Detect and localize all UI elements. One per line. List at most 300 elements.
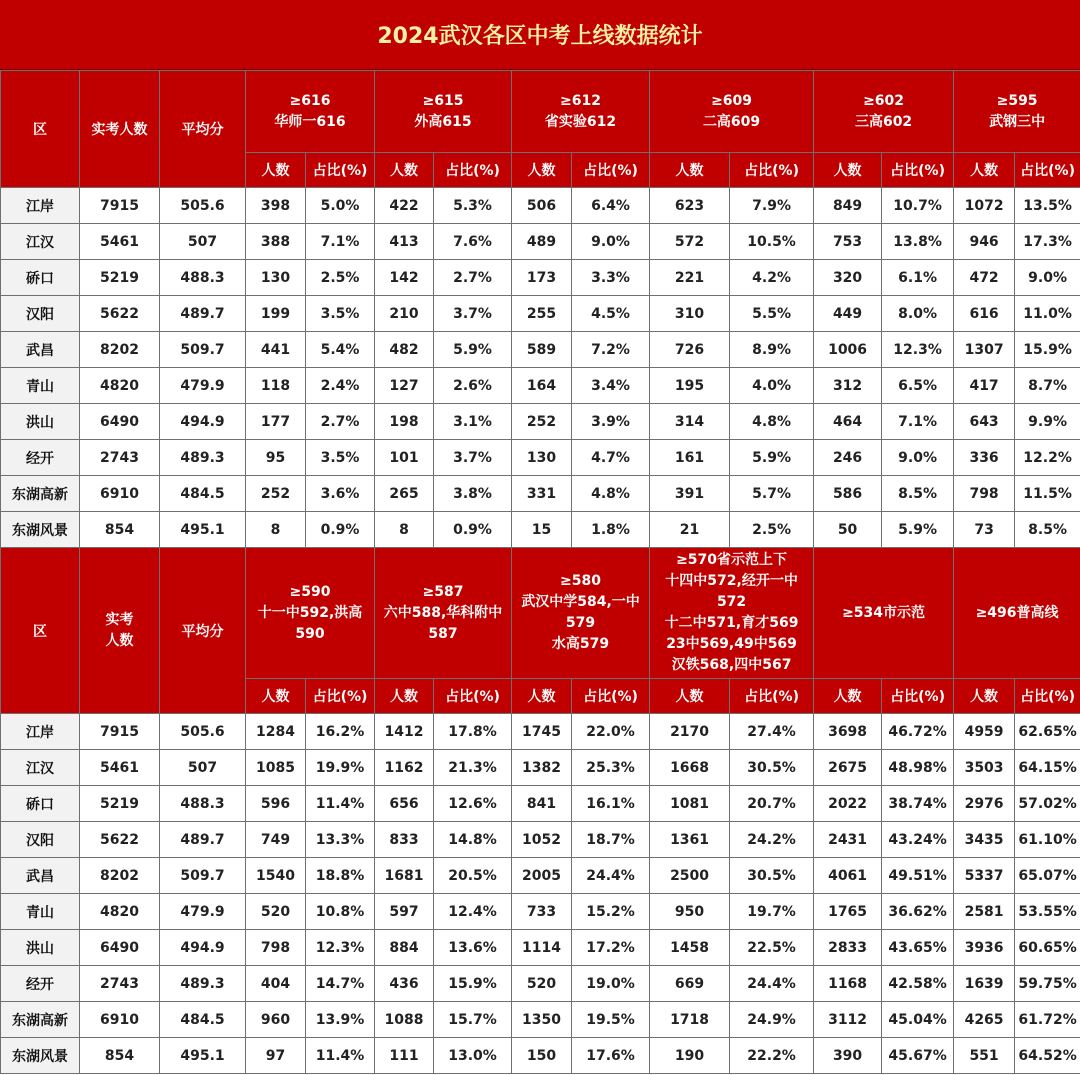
percent-cell: 8.7% (1015, 368, 1080, 404)
table-row (1, 260, 1080, 296)
count-cell: 1052 (512, 822, 572, 858)
percent-cell: 2.5% (306, 260, 375, 296)
percent-cell: 15.9% (1015, 332, 1080, 368)
percent-cell: 43.24% (882, 822, 954, 858)
takers-cell: 6910 (80, 476, 160, 512)
percent-cell: 5.9% (434, 332, 512, 368)
district-cell: 汉阳 (1, 296, 80, 332)
count-cell: 506 (512, 188, 572, 224)
percent-cell: 61.10% (1015, 822, 1080, 858)
page-title: 2024武汉各区中考上线数据统计 (0, 0, 1080, 70)
percent-cell: 3.7% (434, 296, 512, 332)
percent-cell: 12.3% (882, 332, 954, 368)
count-cell: 252 (246, 476, 306, 512)
count-cell: 130 (246, 260, 306, 296)
percent-cell: 45.04% (882, 1002, 954, 1038)
percent-cell: 18.7% (572, 822, 650, 858)
percent-cell: 24.9% (730, 1002, 814, 1038)
percent-cell: 11.0% (1015, 296, 1080, 332)
count-cell: 21 (650, 512, 730, 548)
count-cell: 2170 (650, 714, 730, 750)
average-score-cell: 489.7 (160, 822, 246, 858)
count-cell: 1168 (814, 966, 882, 1002)
percent-cell: 3.7% (434, 440, 512, 476)
percent-cell: 4.5% (572, 296, 650, 332)
group-header: ≥590 十一中592,洪高 590 (246, 548, 375, 679)
average-score-cell: 509.7 (160, 858, 246, 894)
count-cell: 8 (375, 512, 434, 548)
count-subheader: 人数 (512, 153, 572, 188)
percent-cell: 2.7% (306, 404, 375, 440)
percent-cell: 27.4% (730, 714, 814, 750)
group-header: ≥570省示范上下 十四中572,经开一中 572 十二中571,育才569 23中569,49中569 汉铁568,四中567 (650, 548, 814, 679)
table-row (1, 296, 1080, 332)
count-cell: 404 (246, 966, 306, 1002)
district-cell: 东湖高新 (1, 476, 80, 512)
takers-cell: 854 (80, 512, 160, 548)
percent-cell: 45.67% (882, 1038, 954, 1074)
percent-cell: 17.2% (572, 930, 650, 966)
percent-cell: 4.8% (730, 404, 814, 440)
table-body (1, 188, 1080, 548)
percent-cell: 6.5% (882, 368, 954, 404)
count-cell: 798 (954, 476, 1015, 512)
district-cell: 硚口 (1, 786, 80, 822)
average-score-cell: 479.9 (160, 368, 246, 404)
percent-cell: 8.5% (882, 476, 954, 512)
percent-cell: 49.51% (882, 858, 954, 894)
count-subheader: 人数 (954, 679, 1015, 714)
average-score-cell: 488.3 (160, 786, 246, 822)
count-subheader: 人数 (375, 679, 434, 714)
count-cell: 1307 (954, 332, 1015, 368)
percent-cell: 13.0% (434, 1038, 512, 1074)
percent-cell: 3.5% (306, 440, 375, 476)
takers-header: 实考人数 (80, 71, 160, 188)
group-header: ≥616 华师一616 (246, 71, 375, 153)
count-cell: 884 (375, 930, 434, 966)
count-cell: 50 (814, 512, 882, 548)
count-cell: 210 (375, 296, 434, 332)
count-cell: 1284 (246, 714, 306, 750)
district-cell: 洪山 (1, 930, 80, 966)
count-cell: 1668 (650, 750, 730, 786)
count-cell: 101 (375, 440, 434, 476)
percent-cell: 11.5% (1015, 476, 1080, 512)
count-cell: 436 (375, 966, 434, 1002)
district-cell: 青山 (1, 368, 80, 404)
count-cell: 643 (954, 404, 1015, 440)
percent-cell: 62.65% (1015, 714, 1080, 750)
takers-cell: 4820 (80, 368, 160, 404)
district-cell: 经开 (1, 966, 80, 1002)
count-cell: 195 (650, 368, 730, 404)
count-cell: 142 (375, 260, 434, 296)
average-score-cell: 494.9 (160, 930, 246, 966)
percent-cell: 15.7% (434, 1002, 512, 1038)
count-cell: 656 (375, 786, 434, 822)
count-cell: 118 (246, 368, 306, 404)
count-cell: 390 (814, 1038, 882, 1074)
group-header: ≥595 武钢三中 (954, 71, 1080, 153)
percent-cell: 59.75% (1015, 966, 1080, 1002)
average-score-cell: 495.1 (160, 512, 246, 548)
count-cell: 2431 (814, 822, 882, 858)
count-cell: 199 (246, 296, 306, 332)
percent-cell: 8.0% (882, 296, 954, 332)
count-cell: 312 (814, 368, 882, 404)
percent-subheader: 占比(%) (882, 679, 954, 714)
count-cell: 314 (650, 404, 730, 440)
table-row (1, 512, 1080, 548)
count-cell: 4959 (954, 714, 1015, 750)
count-cell: 572 (650, 224, 730, 260)
count-cell: 798 (246, 930, 306, 966)
count-subheader: 人数 (375, 153, 434, 188)
percent-cell: 24.2% (730, 822, 814, 858)
percent-subheader: 占比(%) (730, 679, 814, 714)
percent-cell: 60.65% (1015, 930, 1080, 966)
count-cell: 4265 (954, 1002, 1015, 1038)
group-header: ≥615 外高615 (375, 71, 512, 153)
percent-cell: 12.3% (306, 930, 375, 966)
percent-cell: 2.7% (434, 260, 512, 296)
count-cell: 1765 (814, 894, 882, 930)
percent-cell: 20.7% (730, 786, 814, 822)
percent-cell: 16.1% (572, 786, 650, 822)
count-subheader: 人数 (814, 153, 882, 188)
group-header: ≥587 六中588,华科附中 587 (375, 548, 512, 679)
percent-cell: 17.3% (1015, 224, 1080, 260)
count-cell: 73 (954, 512, 1015, 548)
percent-cell: 64.52% (1015, 1038, 1080, 1074)
district-cell: 东湖风景 (1, 1038, 80, 1074)
count-cell: 3112 (814, 1002, 882, 1038)
group-header: ≥609 二高609 (650, 71, 814, 153)
table-row (1, 966, 1080, 1002)
percent-cell: 20.5% (434, 858, 512, 894)
count-cell: 417 (954, 368, 1015, 404)
table-row (1, 1002, 1080, 1038)
count-cell: 2833 (814, 930, 882, 966)
percent-cell: 10.5% (730, 224, 814, 260)
percent-cell: 8.9% (730, 332, 814, 368)
district-header: 区 (1, 71, 80, 188)
percent-cell: 11.4% (306, 1038, 375, 1074)
takers-cell: 7915 (80, 714, 160, 750)
count-cell: 3936 (954, 930, 1015, 966)
percent-cell: 14.8% (434, 822, 512, 858)
count-cell: 1006 (814, 332, 882, 368)
group-header: ≥580 武汉中学584,一中 579 水高579 (512, 548, 650, 679)
count-cell: 1382 (512, 750, 572, 786)
percent-cell: 12.4% (434, 894, 512, 930)
count-cell: 1745 (512, 714, 572, 750)
percent-cell: 57.02% (1015, 786, 1080, 822)
count-cell: 391 (650, 476, 730, 512)
count-cell: 331 (512, 476, 572, 512)
average-score-cell: 507 (160, 224, 246, 260)
takers-cell: 5461 (80, 750, 160, 786)
percent-cell: 46.72% (882, 714, 954, 750)
count-cell: 221 (650, 260, 730, 296)
count-cell: 3435 (954, 822, 1015, 858)
percent-cell: 5.9% (882, 512, 954, 548)
average-score-cell: 489.7 (160, 296, 246, 332)
percent-cell: 2.5% (730, 512, 814, 548)
district-header: 区 (1, 548, 80, 714)
average-score-cell: 484.5 (160, 476, 246, 512)
percent-cell: 7.1% (306, 224, 375, 260)
count-cell: 255 (512, 296, 572, 332)
count-cell: 472 (954, 260, 1015, 296)
percent-cell: 36.62% (882, 894, 954, 930)
count-cell: 841 (512, 786, 572, 822)
percent-subheader: 占比(%) (1015, 153, 1080, 188)
takers-cell: 5622 (80, 822, 160, 858)
takers-cell: 8202 (80, 858, 160, 894)
percent-cell: 42.58% (882, 966, 954, 1002)
count-cell: 164 (512, 368, 572, 404)
percent-cell: 6.4% (572, 188, 650, 224)
percent-cell: 13.3% (306, 822, 375, 858)
percent-cell: 9.0% (1015, 260, 1080, 296)
percent-cell: 22.5% (730, 930, 814, 966)
takers-cell: 2743 (80, 440, 160, 476)
count-cell: 669 (650, 966, 730, 1002)
count-cell: 586 (814, 476, 882, 512)
count-cell: 177 (246, 404, 306, 440)
percent-cell: 64.15% (1015, 750, 1080, 786)
percent-cell: 19.5% (572, 1002, 650, 1038)
percent-cell: 8.5% (1015, 512, 1080, 548)
percent-cell: 30.5% (730, 750, 814, 786)
percent-cell: 9.9% (1015, 404, 1080, 440)
count-cell: 960 (246, 1002, 306, 1038)
takers-cell: 8202 (80, 332, 160, 368)
count-cell: 1540 (246, 858, 306, 894)
group-header: ≥534市示范 (814, 548, 954, 679)
percent-cell: 13.9% (306, 1002, 375, 1038)
count-cell: 2022 (814, 786, 882, 822)
average-score-cell: 489.3 (160, 966, 246, 1002)
percent-cell: 3.1% (434, 404, 512, 440)
average-score-cell: 505.6 (160, 188, 246, 224)
count-cell: 173 (512, 260, 572, 296)
percent-cell: 1.8% (572, 512, 650, 548)
percent-subheader: 占比(%) (306, 679, 375, 714)
percent-cell: 24.4% (572, 858, 650, 894)
count-subheader: 人数 (954, 153, 1015, 188)
percent-cell: 3.5% (306, 296, 375, 332)
district-cell: 洪山 (1, 404, 80, 440)
percent-cell: 3.8% (434, 476, 512, 512)
count-cell: 1458 (650, 930, 730, 966)
percent-cell: 17.8% (434, 714, 512, 750)
count-cell: 623 (650, 188, 730, 224)
district-cell: 江岸 (1, 714, 80, 750)
percent-cell: 18.8% (306, 858, 375, 894)
percent-cell: 43.65% (882, 930, 954, 966)
percent-cell: 7.1% (882, 404, 954, 440)
percent-cell: 14.7% (306, 966, 375, 1002)
average-score-cell: 505.6 (160, 714, 246, 750)
percent-cell: 10.8% (306, 894, 375, 930)
percent-cell: 24.4% (730, 966, 814, 1002)
percent-cell: 7.9% (730, 188, 814, 224)
count-cell: 252 (512, 404, 572, 440)
district-cell: 汉阳 (1, 822, 80, 858)
count-cell: 520 (512, 966, 572, 1002)
count-cell: 388 (246, 224, 306, 260)
table-body (1, 714, 1080, 1074)
count-cell: 597 (375, 894, 434, 930)
count-cell: 1412 (375, 714, 434, 750)
takers-cell: 2743 (80, 966, 160, 1002)
percent-cell: 22.2% (730, 1038, 814, 1074)
percent-cell: 9.0% (572, 224, 650, 260)
count-cell: 520 (246, 894, 306, 930)
average-score-cell: 509.7 (160, 332, 246, 368)
percent-cell: 13.8% (882, 224, 954, 260)
count-subheader: 人数 (650, 153, 730, 188)
takers-header: 实考 人数 (80, 548, 160, 714)
count-cell: 1639 (954, 966, 1015, 1002)
count-cell: 449 (814, 296, 882, 332)
count-cell: 422 (375, 188, 434, 224)
percent-cell: 3.3% (572, 260, 650, 296)
count-cell: 2005 (512, 858, 572, 894)
average-score-cell: 489.3 (160, 440, 246, 476)
percent-cell: 5.3% (434, 188, 512, 224)
percent-cell: 10.7% (882, 188, 954, 224)
percent-cell: 5.5% (730, 296, 814, 332)
percent-cell: 7.6% (434, 224, 512, 260)
count-cell: 246 (814, 440, 882, 476)
average-score-cell: 495.1 (160, 1038, 246, 1074)
percent-cell: 16.2% (306, 714, 375, 750)
percent-cell: 15.9% (434, 966, 512, 1002)
table-row (1, 224, 1080, 260)
percent-subheader: 占比(%) (572, 679, 650, 714)
percent-cell: 21.3% (434, 750, 512, 786)
percent-cell: 5.0% (306, 188, 375, 224)
district-cell: 武昌 (1, 858, 80, 894)
count-cell: 1718 (650, 1002, 730, 1038)
district-cell: 江汉 (1, 224, 80, 260)
table-row (1, 714, 1080, 750)
count-cell: 1072 (954, 188, 1015, 224)
table-row (1, 440, 1080, 476)
count-cell: 2675 (814, 750, 882, 786)
takers-cell: 7915 (80, 188, 160, 224)
percent-cell: 53.55% (1015, 894, 1080, 930)
percent-cell: 4.0% (730, 368, 814, 404)
table-row (1, 750, 1080, 786)
takers-cell: 5219 (80, 786, 160, 822)
count-cell: 1681 (375, 858, 434, 894)
percent-cell: 5.7% (730, 476, 814, 512)
percent-subheader: 占比(%) (434, 153, 512, 188)
count-cell: 1088 (375, 1002, 434, 1038)
percent-cell: 17.6% (572, 1038, 650, 1074)
count-cell: 111 (375, 1038, 434, 1074)
percent-cell: 3.6% (306, 476, 375, 512)
count-cell: 1350 (512, 1002, 572, 1038)
count-cell: 97 (246, 1038, 306, 1074)
table-row (1, 786, 1080, 822)
percent-subheader: 占比(%) (730, 153, 814, 188)
district-cell: 硚口 (1, 260, 80, 296)
takers-cell: 4820 (80, 894, 160, 930)
group-header: ≥602 三高602 (814, 71, 954, 153)
count-subheader: 人数 (650, 679, 730, 714)
count-cell: 161 (650, 440, 730, 476)
average-score-cell: 479.9 (160, 894, 246, 930)
percent-subheader: 占比(%) (434, 679, 512, 714)
percent-cell: 12.6% (434, 786, 512, 822)
percent-cell: 0.9% (434, 512, 512, 548)
district-cell: 经开 (1, 440, 80, 476)
percent-cell: 6.1% (882, 260, 954, 296)
count-cell: 3503 (954, 750, 1015, 786)
percent-cell: 13.5% (1015, 188, 1080, 224)
district-cell: 东湖风景 (1, 512, 80, 548)
count-cell: 753 (814, 224, 882, 260)
takers-cell: 854 (80, 1038, 160, 1074)
count-cell: 320 (814, 260, 882, 296)
count-cell: 589 (512, 332, 572, 368)
count-cell: 726 (650, 332, 730, 368)
percent-cell: 3.9% (572, 404, 650, 440)
count-cell: 1361 (650, 822, 730, 858)
score-table-upper (0, 70, 1080, 548)
count-cell: 596 (246, 786, 306, 822)
count-cell: 616 (954, 296, 1015, 332)
count-cell: 15 (512, 512, 572, 548)
count-cell: 551 (954, 1038, 1015, 1074)
percent-cell: 2.6% (434, 368, 512, 404)
percent-subheader: 占比(%) (306, 153, 375, 188)
count-cell: 441 (246, 332, 306, 368)
percent-cell: 7.2% (572, 332, 650, 368)
table-row (1, 332, 1080, 368)
percent-cell: 5.9% (730, 440, 814, 476)
percent-cell: 13.6% (434, 930, 512, 966)
average-score-header: 平均分 (160, 548, 246, 714)
percent-cell: 30.5% (730, 858, 814, 894)
count-cell: 482 (375, 332, 434, 368)
count-cell: 489 (512, 224, 572, 260)
count-cell: 398 (246, 188, 306, 224)
count-cell: 833 (375, 822, 434, 858)
percent-cell: 11.4% (306, 786, 375, 822)
percent-cell: 65.07% (1015, 858, 1080, 894)
average-score-cell: 507 (160, 750, 246, 786)
percent-cell: 19.9% (306, 750, 375, 786)
count-cell: 1081 (650, 786, 730, 822)
district-cell: 江汉 (1, 750, 80, 786)
count-cell: 8 (246, 512, 306, 548)
count-cell: 1085 (246, 750, 306, 786)
percent-cell: 61.72% (1015, 1002, 1080, 1038)
percent-cell: 22.0% (572, 714, 650, 750)
count-subheader: 人数 (512, 679, 572, 714)
count-cell: 150 (512, 1038, 572, 1074)
header-row-groups (1, 71, 1080, 153)
takers-cell: 5622 (80, 296, 160, 332)
group-header: ≥496普高线 (954, 548, 1080, 679)
